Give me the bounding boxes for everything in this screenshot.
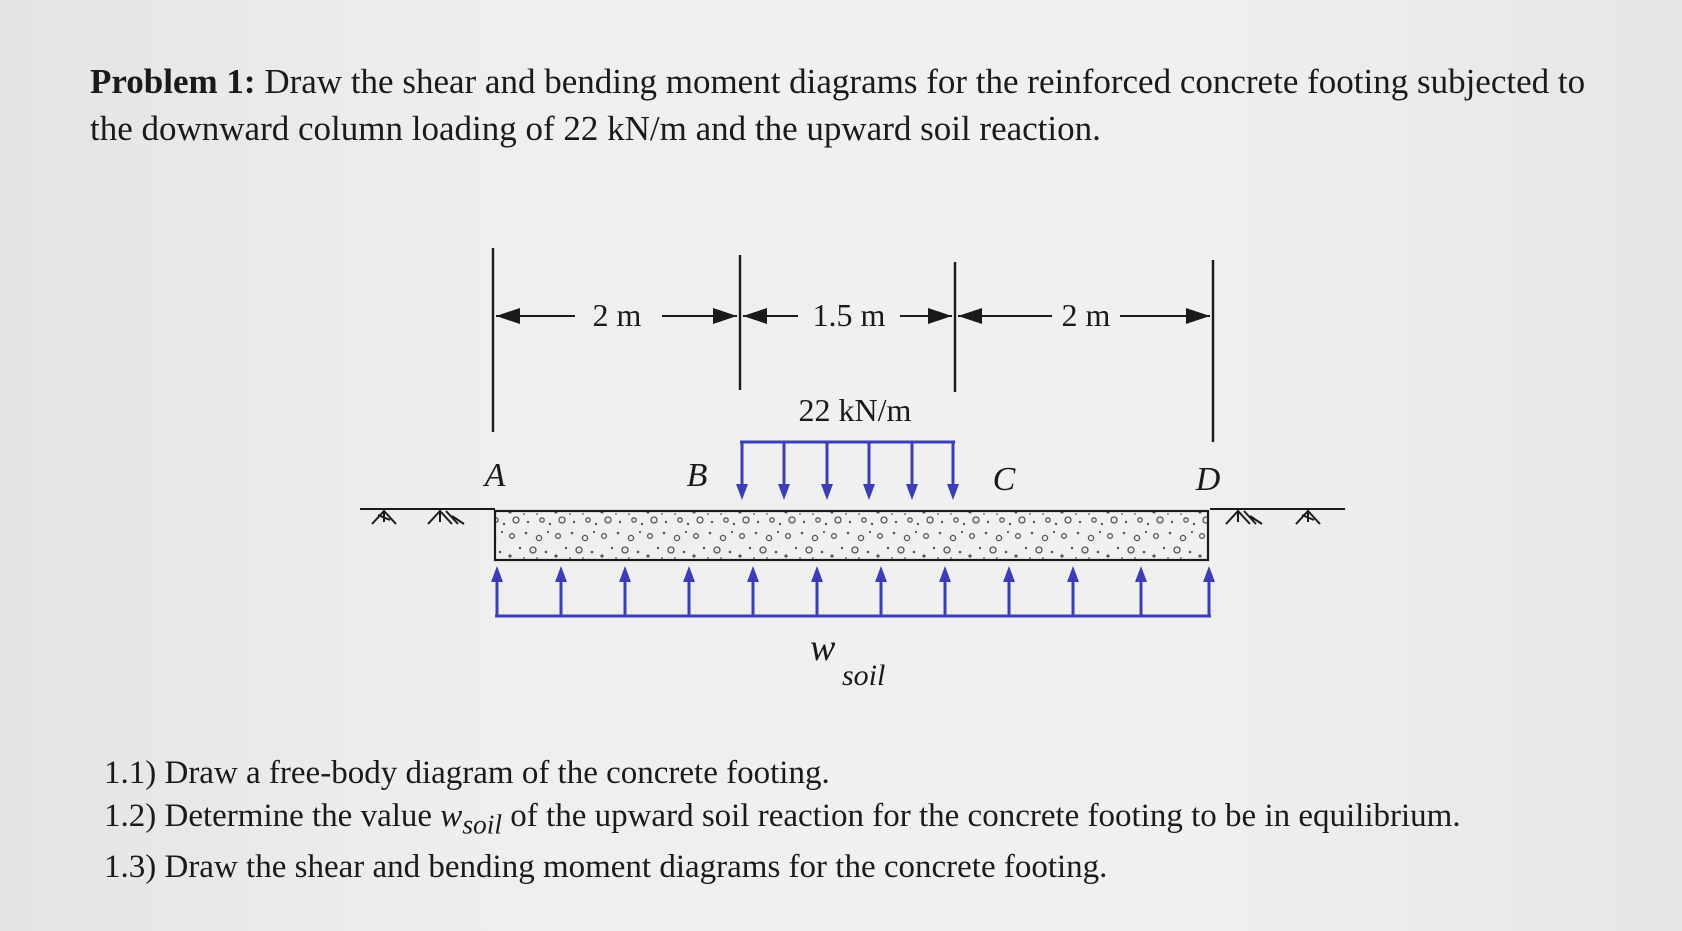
soil-arrow	[1003, 566, 1015, 616]
point-b-label: B	[686, 457, 708, 494]
dim-ab-label: 2 m	[592, 297, 642, 333]
load-label: 22 kN/m	[798, 392, 912, 428]
soil-arrow	[811, 566, 823, 616]
task-2	[104, 795, 1624, 846]
soil-arrow	[619, 566, 631, 616]
task-2-subscript: soil	[462, 808, 503, 840]
soil-arrow	[875, 566, 887, 616]
load-arrow	[947, 442, 959, 500]
problem-text: Draw the shear and bending moment diagrams for the reinforced concrete footing subjected to the downward column loading of 22 kN/m and the upward soil reaction.	[90, 62, 1586, 148]
concrete-footing	[495, 511, 1208, 560]
soil-load-subscript: soil	[842, 659, 886, 692]
task-2-text-end: of the upward soil reaction for the concrete footing to be in equilibrium.	[502, 798, 1461, 834]
soil-reaction-load	[491, 566, 1215, 616]
task-2-symbol: w	[440, 798, 463, 834]
soil-arrow	[939, 566, 951, 616]
soil-arrow	[747, 566, 759, 616]
task-list	[104, 752, 1624, 889]
point-a-label: A	[484, 457, 506, 494]
point-c-label: C	[992, 461, 1016, 498]
soil-arrow	[683, 566, 695, 616]
dim-cd-label: 2 m	[1061, 297, 1111, 333]
distributed-load	[736, 442, 959, 500]
soil-arrow	[491, 566, 503, 616]
dim-bc-label: 1.5 m	[812, 297, 886, 333]
load-arrow	[863, 442, 875, 500]
load-arrow	[736, 442, 748, 500]
load-arrow	[778, 442, 790, 500]
load-arrow	[821, 442, 833, 500]
point-d-label: D	[1195, 461, 1221, 498]
task-2-text-start: 1.2) Determine the value	[104, 798, 441, 834]
soil-arrow	[1203, 566, 1215, 616]
task-3: 1.3) Draw the shear and bending moment diagrams for the concrete footing.	[104, 848, 1108, 885]
load-arrow	[906, 442, 918, 500]
soil-arrow	[1067, 566, 1079, 616]
soil-arrow	[555, 566, 567, 616]
task-1: 1.1) Draw a free-body diagram of the concrete footing.	[104, 755, 830, 791]
problem-label: Problem 1:	[90, 62, 256, 101]
soil-arrow	[1135, 566, 1147, 616]
soil-load-symbol: w	[810, 627, 836, 669]
